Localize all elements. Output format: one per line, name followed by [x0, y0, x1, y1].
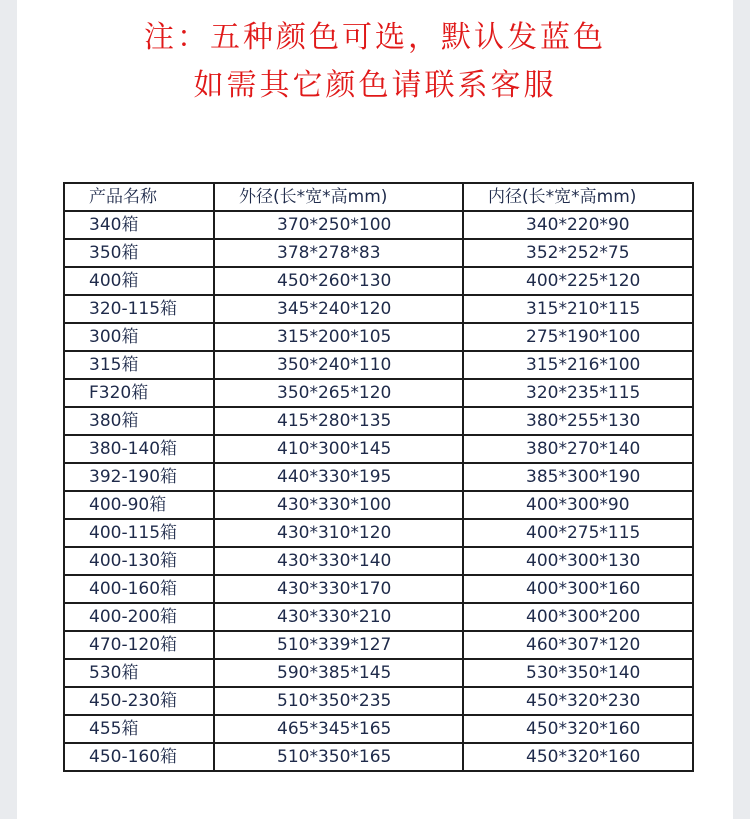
table-row [64, 631, 693, 659]
cell-outer-dims: 510*339*127 [214, 631, 463, 659]
header-outer-dims: 外径(长*宽*高mm) [214, 183, 463, 211]
cell-outer-dims: 465*345*165 [214, 715, 463, 743]
cell-product-name: 300箱 [64, 323, 214, 351]
table-row [64, 715, 693, 743]
cell-inner-dims: 400*300*160 [463, 575, 693, 603]
cell-inner-dims: 400*225*120 [463, 267, 693, 295]
table-row [64, 295, 693, 323]
cell-outer-dims: 350*265*120 [214, 379, 463, 407]
cell-product-name: 400-200箱 [64, 603, 214, 631]
table-row [64, 463, 693, 491]
cell-product-name: 455箱 [64, 715, 214, 743]
table-row [64, 267, 693, 295]
cell-product-name: 380-140箱 [64, 435, 214, 463]
cell-product-name: 400-115箱 [64, 519, 214, 547]
cell-product-name: 400-160箱 [64, 575, 214, 603]
cell-product-name: 400-90箱 [64, 491, 214, 519]
cell-outer-dims: 430*330*170 [214, 575, 463, 603]
table-row [64, 351, 693, 379]
cell-inner-dims: 320*235*115 [463, 379, 693, 407]
cell-inner-dims: 400*300*90 [463, 491, 693, 519]
cell-product-name: 320-115箱 [64, 295, 214, 323]
cell-inner-dims: 450*320*160 [463, 715, 693, 743]
cell-outer-dims: 410*300*145 [214, 435, 463, 463]
header-inner-dims: 内径(长*宽*高mm) [463, 183, 693, 211]
cell-inner-dims: 315*216*100 [463, 351, 693, 379]
cell-inner-dims: 450*320*160 [463, 743, 693, 771]
table-row [64, 743, 693, 771]
cell-inner-dims: 380*270*140 [463, 435, 693, 463]
table-row [64, 323, 693, 351]
table-row [64, 687, 693, 715]
cell-outer-dims: 440*330*195 [214, 463, 463, 491]
cell-inner-dims: 460*307*120 [463, 631, 693, 659]
cell-product-name: 470-120箱 [64, 631, 214, 659]
cell-inner-dims: 385*300*190 [463, 463, 693, 491]
cell-product-name: 450-230箱 [64, 687, 214, 715]
spec-table [63, 182, 694, 772]
contact-notice: 如需其它颜色请联系客服 [193, 68, 557, 103]
cell-product-name: F320箱 [64, 379, 214, 407]
cell-inner-dims: 400*300*200 [463, 603, 693, 631]
cell-inner-dims: 530*350*140 [463, 659, 693, 687]
table-header-row [64, 183, 693, 211]
cell-outer-dims: 430*330*100 [214, 491, 463, 519]
table-row [64, 659, 693, 687]
cell-product-name: 400箱 [64, 267, 214, 295]
cell-outer-dims: 370*250*100 [214, 211, 463, 239]
cell-inner-dims: 450*320*230 [463, 687, 693, 715]
table-row [64, 239, 693, 267]
cell-inner-dims: 380*255*130 [463, 407, 693, 435]
cell-outer-dims: 345*240*120 [214, 295, 463, 323]
cell-inner-dims: 400*300*130 [463, 547, 693, 575]
cell-product-name: 530箱 [64, 659, 214, 687]
cell-product-name: 450-160箱 [64, 743, 214, 771]
cell-outer-dims: 590*385*145 [214, 659, 463, 687]
cell-product-name: 400-130箱 [64, 547, 214, 575]
cell-inner-dims: 352*252*75 [463, 239, 693, 267]
table-row [64, 491, 693, 519]
cell-outer-dims: 510*350*235 [214, 687, 463, 715]
cell-inner-dims: 340*220*90 [463, 211, 693, 239]
cell-outer-dims: 510*350*165 [214, 743, 463, 771]
cell-product-name: 380箱 [64, 407, 214, 435]
table-row [64, 603, 693, 631]
cell-outer-dims: 350*240*110 [214, 351, 463, 379]
color-notice: 注：五种颜色可选，默认发蓝色 [144, 20, 606, 55]
table-row [64, 547, 693, 575]
table-row [64, 435, 693, 463]
table-row [64, 379, 693, 407]
cell-product-name: 340箱 [64, 211, 214, 239]
cell-product-name: 392-190箱 [64, 463, 214, 491]
cell-product-name: 350箱 [64, 239, 214, 267]
cell-inner-dims: 275*190*100 [463, 323, 693, 351]
cell-outer-dims: 378*278*83 [214, 239, 463, 267]
table-row [64, 575, 693, 603]
header-product-name: 产品名称 [64, 183, 214, 211]
cell-product-name: 315箱 [64, 351, 214, 379]
cell-outer-dims: 430*330*210 [214, 603, 463, 631]
cell-inner-dims: 400*275*115 [463, 519, 693, 547]
table-row [64, 407, 693, 435]
cell-outer-dims: 450*260*130 [214, 267, 463, 295]
table-row [64, 211, 693, 239]
table-row [64, 519, 693, 547]
cell-outer-dims: 415*280*135 [214, 407, 463, 435]
cell-outer-dims: 430*330*140 [214, 547, 463, 575]
cell-outer-dims: 430*310*120 [214, 519, 463, 547]
cell-inner-dims: 315*210*115 [463, 295, 693, 323]
cell-outer-dims: 315*200*105 [214, 323, 463, 351]
page [17, 0, 733, 819]
